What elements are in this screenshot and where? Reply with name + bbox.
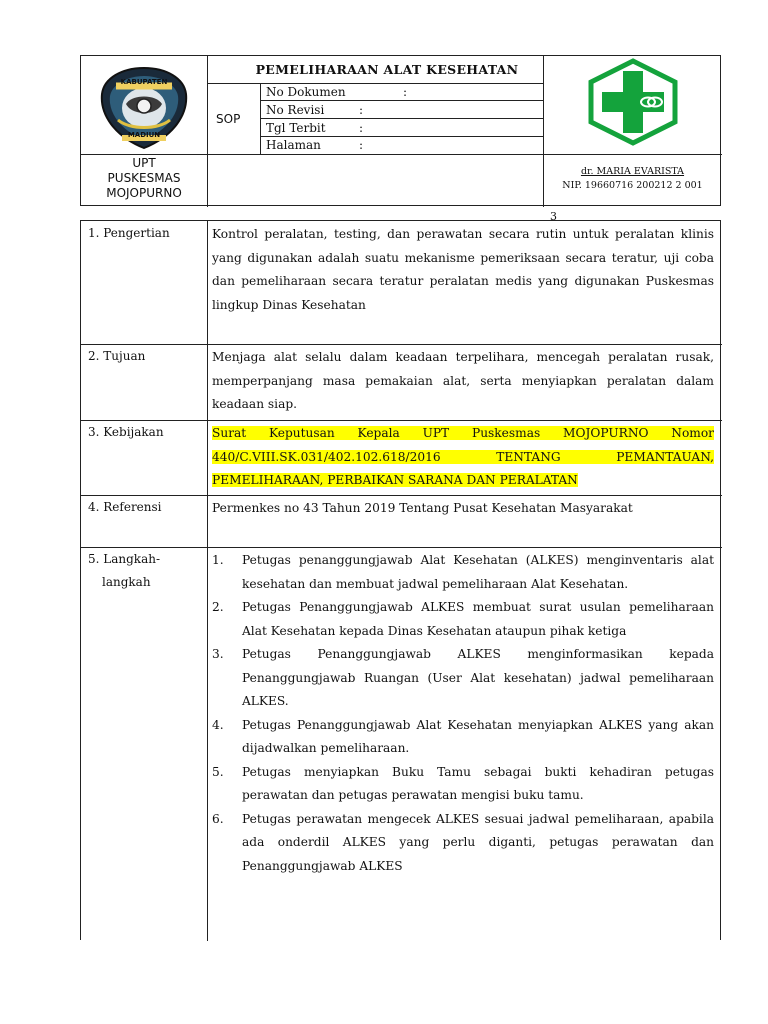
step-number: 5. <box>212 764 224 779</box>
label-tujuan: 2. Tujuan <box>88 349 146 363</box>
list-item <box>212 761 714 808</box>
step-text: Petugas Penanggungjawab ALKES membuat surat usulan pemeliharaan Alat Kesehatan kepada Dinas Kesehatan ataupun pihak ketiga <box>242 600 714 638</box>
logo-top-text: KABUPATEN <box>120 78 168 86</box>
sop-header-table <box>80 55 721 206</box>
label-pengertian: 1. Pengertian <box>88 226 170 240</box>
meta-sep: : <box>359 121 364 135</box>
text-kebijakan <box>212 422 714 493</box>
organization-name <box>81 156 207 201</box>
meta-label: No Dokumen <box>266 85 346 99</box>
label-kebijakan: 3. Kebijakan <box>88 425 164 439</box>
kabupaten-madiun-logo <box>96 64 192 156</box>
meta-tgl-terbit <box>266 121 364 135</box>
list-item <box>212 808 714 879</box>
label-langkah-line2: langkah <box>102 575 151 589</box>
step-number: 6. <box>212 811 224 826</box>
text-referensi: Permenkes no 43 Tahun 2019 Tentang Pusat Kesehatan Masyarakat <box>212 501 633 515</box>
meta-label: Halaman <box>266 138 321 152</box>
step-text: Petugas perawatan mengecek ALKES sesuai jadwal pemeliharaan, apabila ada onderdil ALKES yang perlu diganti, petugas perawatan dan Penanggungjawab ALKES <box>242 811 714 873</box>
steps-list <box>212 549 714 878</box>
meta-sep: : <box>359 103 364 117</box>
list-item <box>212 714 714 761</box>
label-langkah <box>88 548 160 594</box>
meta-label: Tgl Terbit <box>266 121 326 135</box>
sop-label: SOP <box>216 112 241 126</box>
step-number: 3. <box>212 647 224 661</box>
page-number: 3 <box>550 210 557 223</box>
org-line: PUSKESMAS <box>107 171 181 185</box>
meta-no-revisi <box>266 103 364 117</box>
list-item <box>212 643 714 714</box>
step-text: Petugas Penanggungjawab Alat Kesehatan menyiapkan ALKES yang akan dijadwalkan pemeliharaan. <box>242 717 714 755</box>
label-referensi: 4. Referensi <box>88 500 162 514</box>
step-number: 2. <box>212 600 224 614</box>
highlighted-policy: Surat Keputusan Kepala UPT Puskesmas MOJOPURNO Nomor 440/C.VIII.SK.031/402.102.618/2016 TENTANG PEMANTAUAN, PEMELIHARAAN, PERBAIKAN SARANA DAN PERALATAN <box>212 426 714 487</box>
meta-label: No Revisi <box>266 103 325 117</box>
org-line: UPT <box>132 156 156 170</box>
logo-bottom-text: MADIUN <box>127 131 161 139</box>
meta-halaman <box>266 138 364 152</box>
text-pengertian: Kontrol peralatan, testing, dan perawatan secara rutin untuk peralatan klinis yang digunakan adalah suatu mekanisme pemeriksaan secara teratur, uji coba dan pemeliharaan secara teratur peralatan medis yang digunakan Puskesmas lingkup Dinas Kesehatan <box>212 227 714 312</box>
signer-nip: NIP. 19660716 200212 2 001 <box>562 180 703 191</box>
meta-sep: : <box>359 138 364 152</box>
step-number: 4. <box>212 717 224 732</box>
meta-sep: : <box>403 85 408 99</box>
step-number: 1. <box>212 553 224 567</box>
list-item <box>212 596 714 643</box>
step-text: Petugas menyiapkan Buku Tamu sebagai bukti kehadiran petugas perawatan dan petugas perawatan mengisi buku tamu. <box>242 764 714 802</box>
sop-content-table <box>80 220 721 940</box>
step-text: Petugas Penanggungjawab ALKES menginformasikan kepada Penanggungjawab Ruangan (User Alat kesehatan) jadwal pemeliharaan ALKES. <box>242 647 714 708</box>
label-langkah-line1: 5. Langkah- <box>88 552 161 566</box>
signer-name: dr. MARIA EVARISTA <box>580 166 685 177</box>
document-title: PEMELIHARAAN ALAT KESEHATAN <box>255 62 519 77</box>
puskesmas-logo <box>583 57 683 151</box>
list-item <box>212 549 714 596</box>
org-line: MOJOPURNO <box>106 186 182 200</box>
meta-no-dokumen <box>266 85 408 99</box>
step-text: Petugas penanggungjawab Alat Kesehatan (ALKES) menginventaris alat kesehatan dan membuat jadwal pemeliharaan Alat Kesehatan. <box>242 553 714 591</box>
text-tujuan: Menjaga alat selalu dalam keadaan terpelihara, mencegah peralatan rusak, memperpanjang masa pemakaian alat, serta menyiapkan peralatan dalam keadaan siap. <box>212 350 714 411</box>
